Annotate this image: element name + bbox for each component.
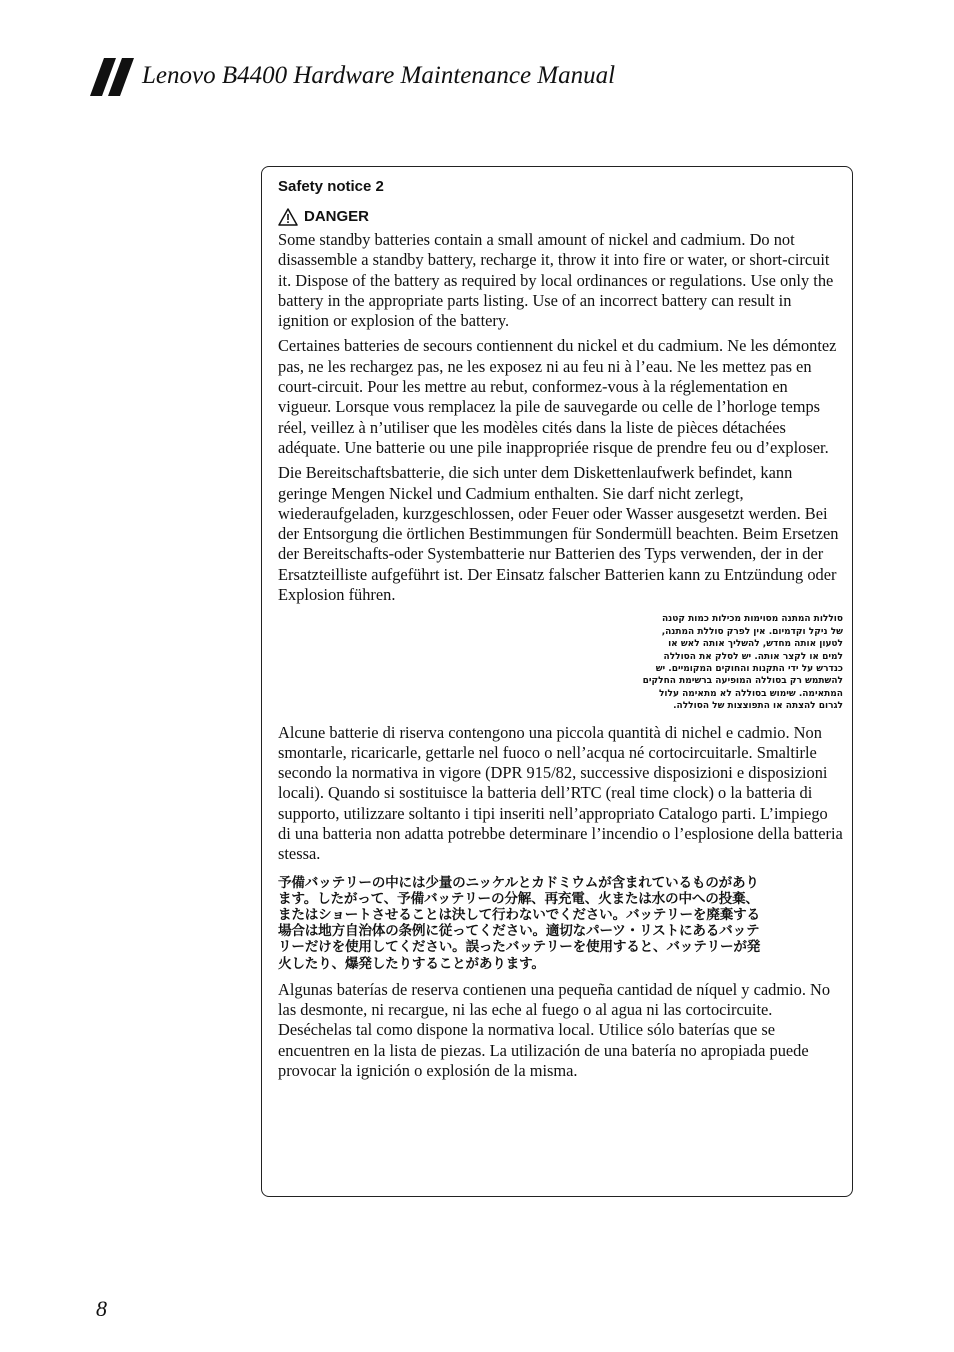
safety-notice-box: [261, 166, 853, 1197]
japanese-line: またはショートさせることは決して行わないでください。バッテリーを廃棄する: [278, 907, 760, 924]
japanese-line: 予備バッテリーの中には少量のニッケルとカドミウムが含まれているものがあり: [278, 874, 759, 891]
danger-label: DANGER: [304, 208, 370, 225]
notice-hebrew: [278, 613, 843, 712]
double-slash-logo-icon: [90, 58, 136, 96]
hebrew-line: לגרום להצתה או התפוצצות של הסוללה.: [673, 701, 843, 712]
page-number: 8: [96, 1296, 107, 1321]
japanese-line: 場合は地方自治体の条例に従ってください。適切なパーツ・リストにあるバッテ: [278, 923, 760, 940]
japanese-line: リーだけを使用してください。誤ったバッテリーを使用すると、バッテリーが発: [278, 939, 761, 956]
hebrew-line: לטעון אותה מחדש, להשליך אותה לאש או: [668, 639, 843, 650]
hebrew-line: של ניקל וקדמיום. אין לפרק סוללת המתנה,: [661, 626, 843, 637]
notice-italian: Alcune batterie di riserva contengono una piccola quantità di nichel e cadmio. Non smontarle, ricaricarle, gettarle nel fuoco o nell’acqua né cortocircuitarle. Smaltirle secondo la normativa in vigore (DPR 915/82, successive disposizioni e disposizioni locali). Quando si sostituisce la batteria dell’RTC (real time clock) o la batteria di supporto, utilizzare soltanto i tipi inseriti nell’appropriato Catalogo parti. L’impiego di una batteria non adatta potrebbe determinare l’incendio o l’esplosione della batteria stessa.: [278, 722, 843, 864]
safety-notice-title: Safety notice 2: [278, 178, 384, 195]
notice-german: Die Bereitschaftsbatterie, die sich unter dem Diskettenlaufwerk befindet, kann geringe Mengen Nickel und Cadmium enthalten. Sie darf nicht zerlegt, wiederaufgeladen, kurzgeschlossen, oder Feuer oder Wasser ausgesetzt werden. Bei der Entsorgung die örtlichen Bestimmungen für Sondermüll beachten. Beim Ersetzen der Bereitschafts-oder Systembatterie nur Batterien des Typs verwenden, der in der Ersatzteilliste aufgeführt ist. Der Einsatz falscher Batterien kann zu Entzündung oder Explosion führen.: [278, 463, 839, 605]
hebrew-line: כנדרש על ידי התקנות והחוקים המקומיים. יש: [655, 663, 843, 674]
japanese-line: 火したり、爆発したりすることがあります。: [278, 955, 545, 972]
danger-heading: [278, 207, 843, 227]
page-header: [90, 58, 790, 98]
notice-japanese: [278, 875, 843, 972]
hebrew-line: להשתמש רק בסוללה המופיעה ברשימת החלקים: [642, 676, 843, 687]
notice-spanish: Algunas baterías de reserva contienen una pequeña cantidad de níquel y cadmio. No las desmonte, ni recargue, ni las eche al fuego o al agua ni las cortocircuite. Deséchelas tal como dispone la normativa local. Utilice sólo baterías que se encuentren en la lista de piezas. La utilización de una batería no apropiada puede provocar la ignición o explosión de la misma.: [278, 979, 831, 1081]
warning-triangle-icon: [278, 208, 298, 226]
hebrew-line: המתאימה. שימוש בסוללה לא מתאימה עלול: [658, 688, 843, 699]
hebrew-line: סוללות המתנה מסוימות מכילות כמות קטנה: [661, 614, 843, 625]
safety-notice-content: [278, 177, 843, 1086]
notice-french: Certaines batteries de secours contiennent du nickel et du cadmium. Ne les démontez pas, ne les rechargez pas, ne les exposez ni au feu ni à l’eau. Ne les mettez pas en court-circuit. Pour les mettre au rebut, conformez-vous à la réglementation en vigueur. Lorsque vous remplacez la pile de sauvegarde ou celle de l’horloge temps réel, veillez à n’utiliser que les modèles cités dans la liste de pièces détachées adéquate. Une batterie ou une pile inappropriée risque de prendre feu ou d’exploser.: [278, 336, 837, 457]
hebrew-line: למים או לקצר אותה. יש לסלק את הסוללה: [663, 651, 843, 662]
japanese-line: ます。したがって、予備バッテリーの分解、再充電、火または水の中への投棄、: [278, 890, 759, 907]
notice-english: Some standby batteries contain a small amount of nickel and cadmium. Do not disassemble a standby battery, recharge it, throw it into fire or water, or short-circuit it. Dispose of the battery as required by local ordinances or regulations. Use only the battery in the appropriate parts listing. Use of an incorrect battery can result in ignition or explosion of the battery.: [278, 230, 834, 331]
manual-title: Lenovo B4400 Hardware Maintenance Manual: [142, 62, 616, 89]
